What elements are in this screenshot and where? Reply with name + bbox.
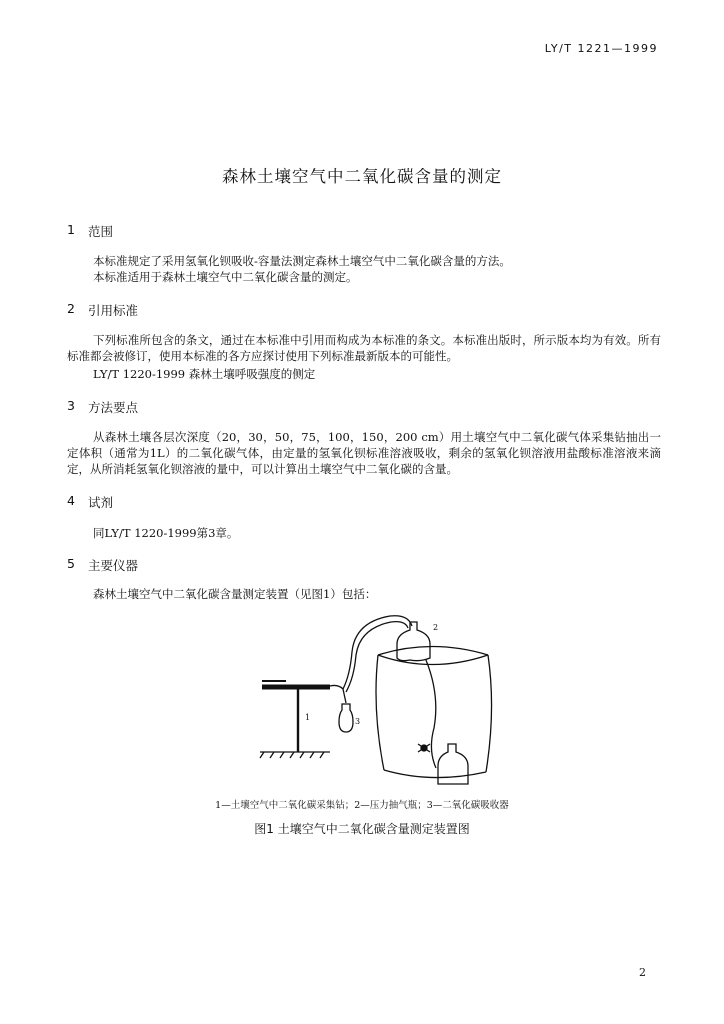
section-4-paragraph-1: 同LY/T 1220-1999第3章。 <box>93 526 239 540</box>
section-5-paragraph-1: 森林土壤空气中二氧化碳含量测定装置（见图1）包括： <box>93 587 377 601</box>
section-5-title: 主要仪器 <box>88 558 139 573</box>
page-number: 2 <box>639 966 646 979</box>
section-5-number: 5 <box>67 556 75 571</box>
section-3-paragraph-1: 从森林土壤各层次深度（20，30，50，75，100，150，200 cm）用土壤空气中二氧化碳气体采集钻抽出一定体积（通常为1L）的二氧化碳气体，由定量的氢氧化钡标准溶液吸收，剩余的氢氧化钡溶液用盐酸标准溶液来滴定，从所消耗氢氧化钡溶液的量中，可以计算出土壤空气中二氧化碳的含量。 <box>67 430 661 476</box>
section-3-number: 3 <box>67 398 75 413</box>
ground-line <box>260 752 330 758</box>
figure-label-2: 2 <box>433 623 439 632</box>
pressure-suction-bottle <box>397 622 430 661</box>
section-1-title: 范围 <box>88 224 114 239</box>
section-1-number: 1 <box>67 222 75 237</box>
section-2-paragraph-1: 下列标准所包含的条文，通过在本标准中引用而构成为本标准的条文。本标准出版时，所示版本均为有效。所有标准都会被修订，使用本标准的各方应探讨使用下列标准最新版本的可能性。 <box>67 333 661 363</box>
drain-hose <box>426 660 436 768</box>
figure-label-1: 1 <box>305 713 311 722</box>
figure-caption: 1—土壤空气中二氧化碳采集钻；2—压力抽气瓶；3—二氧化碳吸收器 <box>215 800 509 811</box>
figure-label-3: 3 <box>355 717 361 726</box>
section-3-title: 方法要点 <box>88 400 139 415</box>
document-title: 森林土壤空气中二氧化碳含量的测定 <box>222 167 502 186</box>
section-2-number: 2 <box>67 301 75 316</box>
barrel <box>376 647 492 778</box>
section-1-paragraph-2: 本标准适用于森林土壤空气中二氧化碳含量的测定。 <box>93 270 358 284</box>
section-2-title: 引用标准 <box>88 303 139 318</box>
soil-air-sampling-drill <box>262 681 343 752</box>
valve-icon <box>418 744 430 752</box>
section-1-paragraph-1: 本标准规定了采用氢氧化钡吸收-容量法测定森林土壤空气中二氧化碳含量的方法。 <box>93 254 511 268</box>
standard-code: LY/T 1221—1999 <box>544 42 658 55</box>
figure-title: 图1 土壤空气中二氧化碳含量测定装置图 <box>254 822 470 836</box>
section-2-reference: LY/T 1220-1999 森林土壤呼吸强度的侧定 <box>93 367 316 381</box>
section-4-number: 4 <box>67 493 75 508</box>
co2-absorber <box>339 704 353 732</box>
apparatus-figure <box>250 600 500 790</box>
section-4-title: 试剂 <box>88 495 114 510</box>
